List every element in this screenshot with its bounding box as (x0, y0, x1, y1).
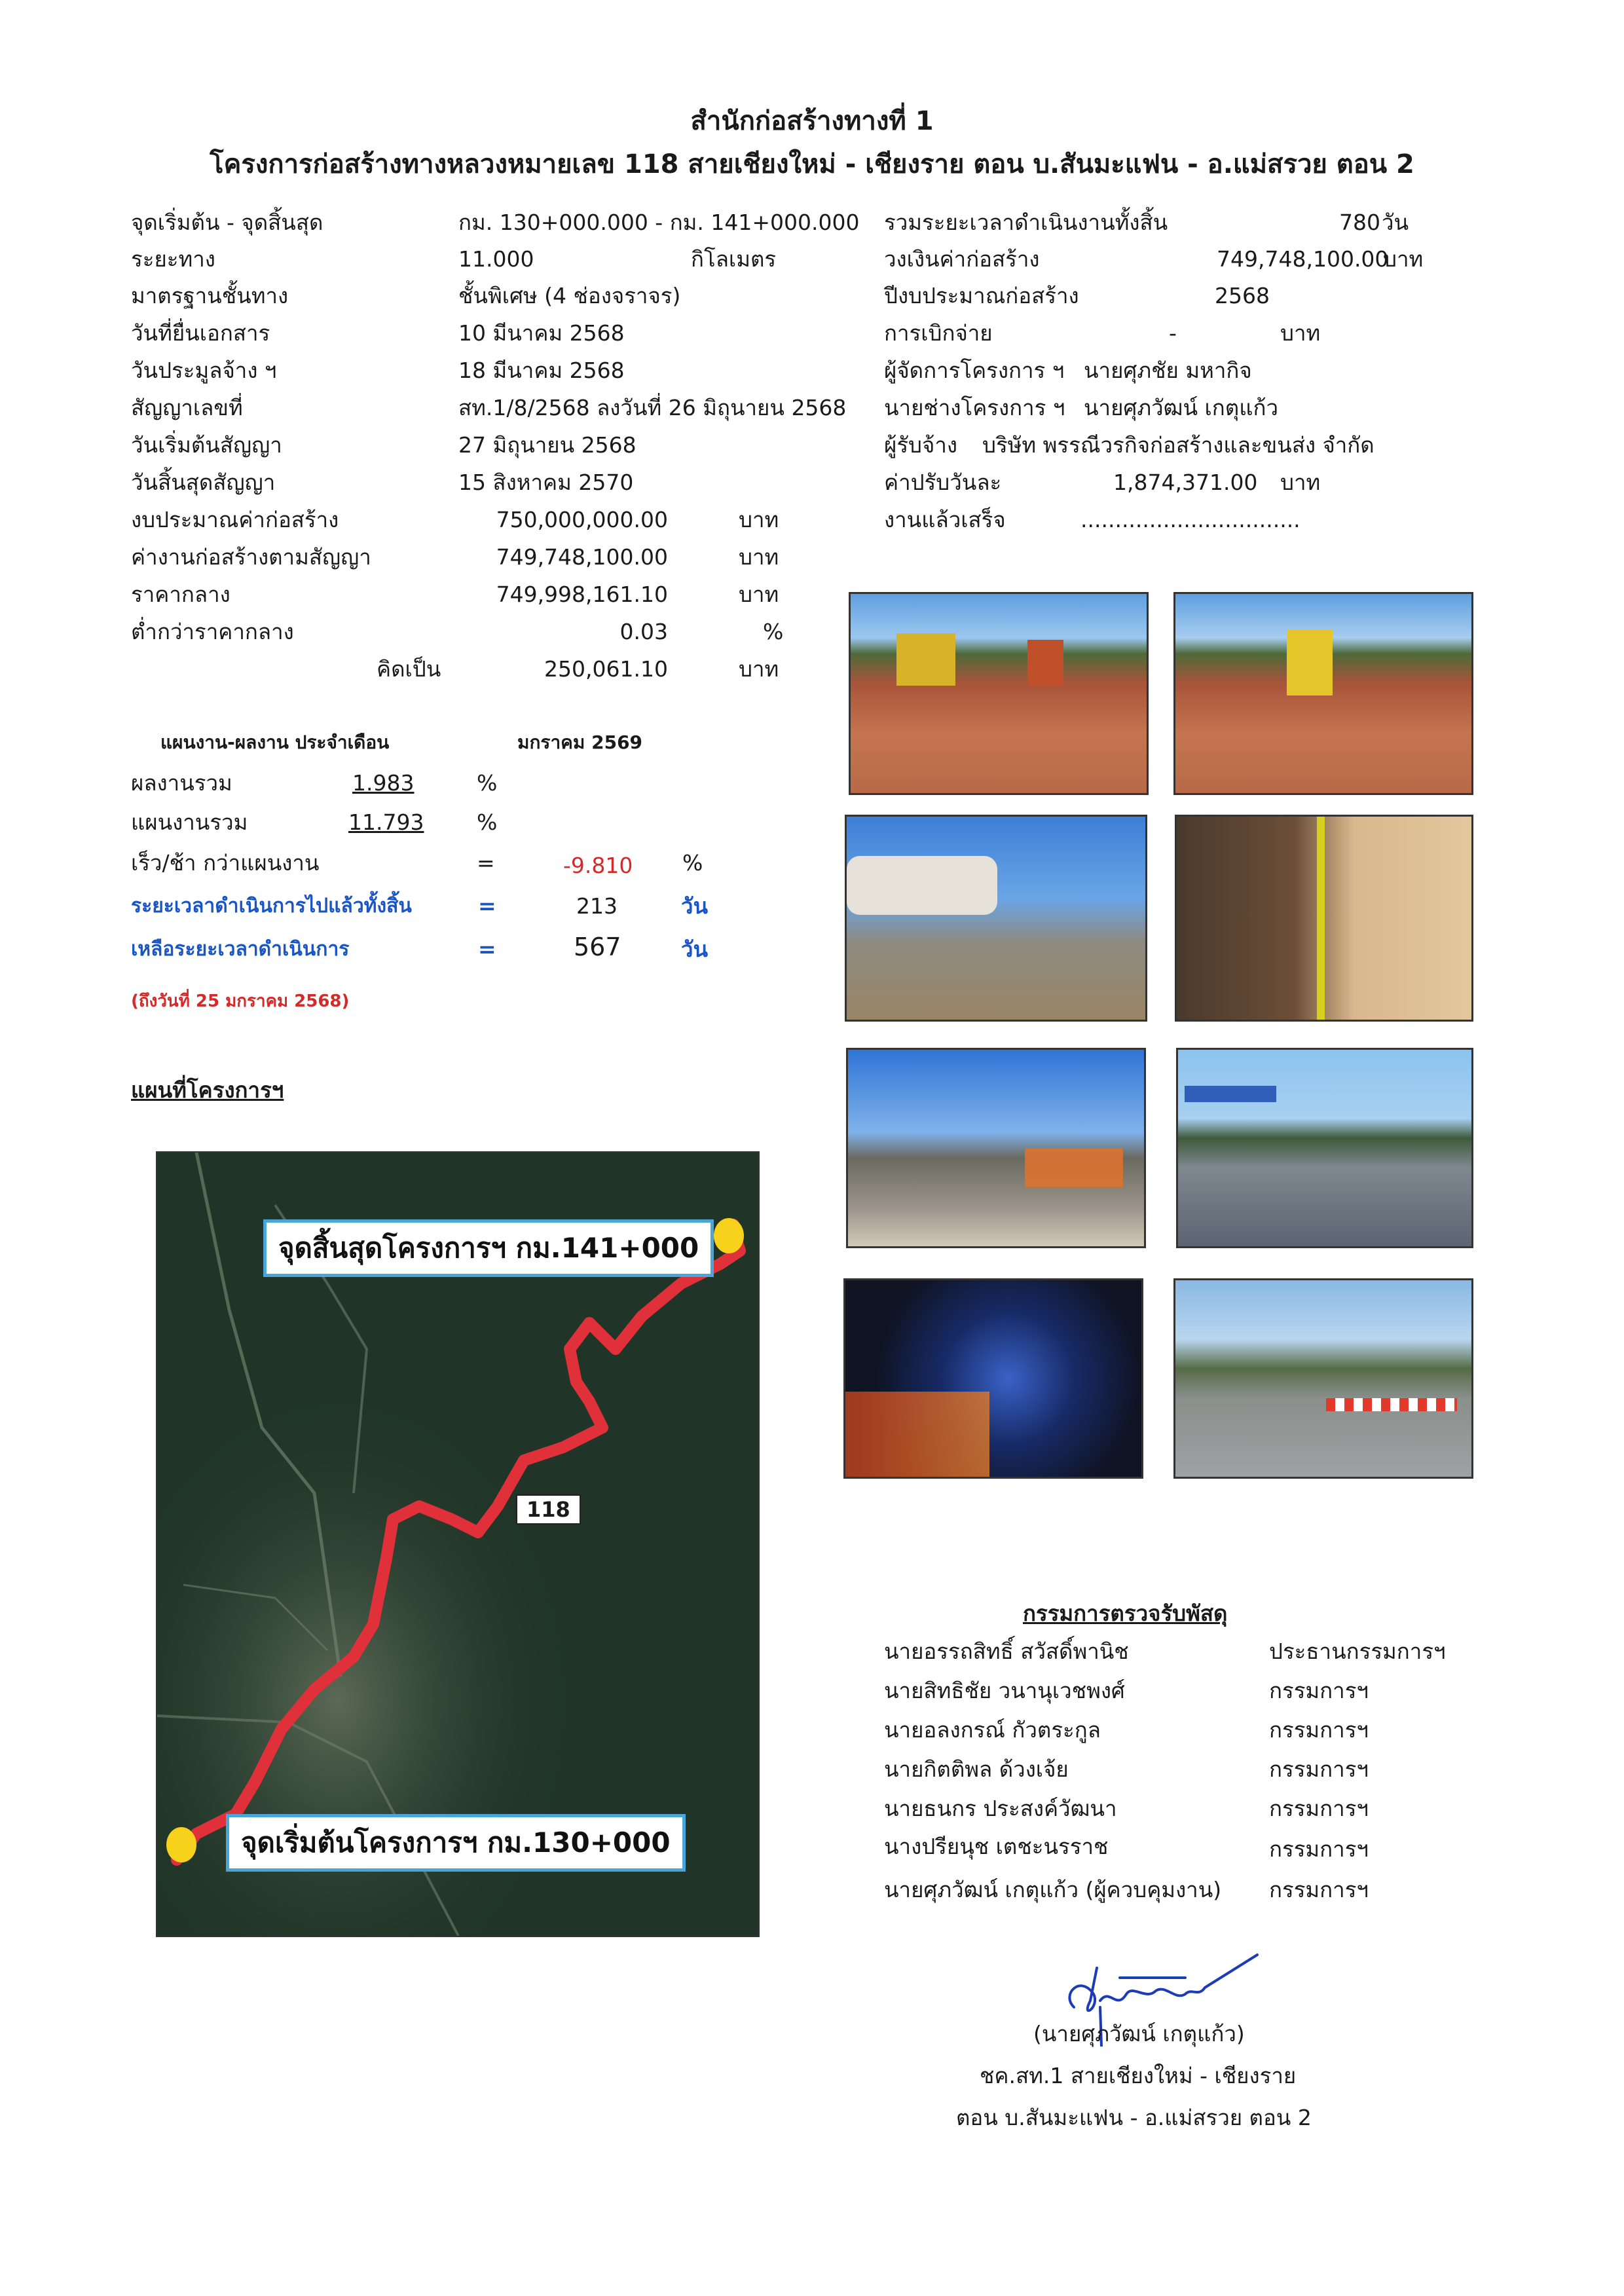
info-label: งานแล้วเสร็จ (884, 507, 1006, 532)
info-value: 27 มิถุนายน 2568 (458, 432, 637, 458)
finance-value: 749,998,161.10 (496, 582, 668, 607)
diff-value: -9.810 (563, 853, 633, 878)
member-role: ประธานกรรมการฯ (1269, 1639, 1446, 1664)
elapsed-value: 213 (576, 893, 618, 919)
signer-section: ตอน บ.สันมะแฟน - อ.แม่สรวย ตอน 2 (956, 2105, 1312, 2130)
grader-shape (896, 633, 955, 686)
info-label: รวมระยะเวลาดำเนินงานทั้งสิ้น (884, 210, 1168, 235)
info-value: 10 มีนาคม 2568 (458, 320, 625, 346)
diff-label: เร็ว/ช้า กว่าแผนงาน (131, 850, 320, 876)
info-label: วันที่ยื่นเอกสาร (131, 320, 270, 346)
finance-label: ราคากลาง (131, 582, 231, 607)
diff-eq: = (477, 850, 495, 876)
info-label: วันเริ่มต้นสัญญา (131, 432, 282, 458)
member-role: กรรมการฯ (1269, 1678, 1369, 1703)
start-point-marker (166, 1827, 196, 1862)
info-value: กม. 130+000.000 - กม. 141+000.000 (458, 210, 860, 235)
committee-heading: กรรมการตรวจรับพัสดุ (1023, 1601, 1228, 1626)
info-value: - (1169, 320, 1177, 346)
signer-name: (นายศุภวัฒน์ เกตุแก้ว) (1033, 2021, 1245, 2046)
start-point-label: จุดเริ่มต้นโครงการฯ กม.130+000 (226, 1814, 686, 1872)
info-value: นายศุภชัย มหากิจ (1084, 358, 1252, 383)
elapsed-label: ระยะเวลาดำเนินการไปแล้วทั้งสิ้น (131, 895, 412, 917)
elapsed-eq: = (478, 893, 496, 919)
plan-value: 11.793 (348, 809, 424, 835)
finance-label: งบประมาณค่าก่อสร้าง (131, 507, 339, 532)
info-unit: บาท (1383, 246, 1424, 272)
info-label: ค่าปรับวันละ (884, 470, 1002, 495)
member-name: นายศุภวัฒน์ เกตุแก้ว (ผู้ควบคุมงาน) (884, 1877, 1222, 1902)
plan-unit: % (477, 809, 498, 835)
info-value: 15 สิงหาคม 2570 (458, 470, 634, 495)
actual-value: 1.983 (352, 770, 415, 796)
finance-unit: บาท (739, 582, 779, 607)
info-label: จุดเริ่มต้น - จุดสิ้นสุด (131, 210, 323, 235)
project-title: โครงการก่อสร้างทางหลวงหมายเลข 118 สายเชียงใหม่ - เชียงราย ตอน บ.สันมะแฟน - อ.แม่สรวย ตอน 2 (210, 149, 1414, 179)
finance-label: คิดเป็น (377, 656, 441, 682)
info-label: นายช่างโครงการ ฯ (884, 395, 1065, 420)
info-label: วงเงินค่าก่อสร้าง (884, 246, 1040, 272)
info-unit: กิโลเมตร (691, 246, 777, 272)
finance-label: ต่ำกว่าราคากลาง (131, 619, 294, 644)
info-label: ผู้รับจ้าง (884, 432, 957, 458)
finance-value: 0.03 (619, 619, 668, 644)
office-title: สำนักก่อสร้างทางที่ 1 (690, 106, 934, 136)
finance-value: 750,000,000.00 (496, 507, 668, 532)
info-label: ระยะทาง (131, 246, 215, 272)
end-point-marker (714, 1218, 744, 1253)
remaining-eq: = (478, 936, 496, 962)
map-heading: แผนที่โครงการฯ (131, 1077, 284, 1103)
info-value: สท.1/8/2568 ลงวันที่ 26 มิถุนายน 2568 (458, 395, 847, 420)
member-role: กรรมการฯ (1269, 1836, 1369, 1862)
info-value: 780 (1339, 210, 1380, 235)
remaining-label: เหลือระยะเวลาดำเนินการ (131, 938, 350, 961)
member-name: นายธนกร ประสงค์วัฒนา (884, 1796, 1117, 1821)
plan-label: แผนงานรวม (131, 809, 248, 835)
finance-unit: บาท (739, 656, 779, 682)
member-role: กรรมการฯ (1269, 1796, 1369, 1821)
site-photo-4 (1175, 815, 1473, 1022)
site-photo-6 (1176, 1048, 1473, 1248)
info-value: 1,874,371.00 (1113, 470, 1258, 495)
member-name: นางปรียนุช เตชะนรราช (884, 1834, 1109, 1859)
member-name: นายอรรถสิทธิ์ สวัสดิ์พานิช (884, 1639, 1129, 1664)
member-name: นายกิตติพล ด้วงเจ้ย (884, 1756, 1069, 1782)
actual-unit: % (477, 770, 498, 796)
member-role: กรรมการฯ (1269, 1717, 1369, 1743)
project-map (156, 1151, 760, 1937)
info-value: 11.000 (458, 246, 534, 272)
info-label: วันประมูลจ้าง ฯ (131, 358, 277, 383)
info-value: 749,748,100.00 (1217, 246, 1389, 272)
finance-unit: % (763, 619, 784, 644)
progress-month: มกราคม 2569 (517, 731, 643, 753)
finance-value: 749,748,100.00 (496, 544, 668, 570)
actual-label: ผลงานรวม (131, 770, 232, 796)
site-photo-1 (849, 592, 1149, 795)
diff-unit: % (682, 850, 703, 876)
member-role: กรรมการฯ (1269, 1877, 1369, 1902)
info-value: ชั้นพิเศษ (4 ช่องจราจร) (458, 283, 681, 308)
finance-unit: บาท (739, 544, 779, 570)
info-label: ปีงบประมาณก่อสร้าง (884, 283, 1079, 308)
site-photo-2 (1173, 592, 1473, 795)
signer-position: ชค.สท.1 สายเชียงใหม่ - เชียงราย (980, 2063, 1297, 2088)
info-label: การเบิกจ่าย (884, 320, 993, 346)
member-name: นายสิทธิชัย วนานุเวชพงศ์ (884, 1678, 1125, 1703)
info-value: บริษัท พรรณีวรกิจก่อสร้างและขนส่ง จำกัด (982, 432, 1375, 458)
as-of-date: (ถึงวันที่ 25 มกราคม 2568) (131, 991, 350, 1011)
site-photo-5 (846, 1048, 1146, 1248)
remaining-value: 567 (574, 933, 621, 961)
finance-value: 250,061.10 (544, 656, 668, 682)
member-role: กรรมการฯ (1269, 1756, 1369, 1782)
site-photo-8 (1173, 1278, 1473, 1479)
info-label: วันสิ้นสุดสัญญา (131, 470, 276, 495)
info-value: 2568 (1215, 283, 1270, 308)
info-unit: วัน (1382, 210, 1409, 235)
info-unit: บาท (1280, 470, 1321, 495)
finance-unit: บาท (739, 507, 779, 532)
site-photo-3 (845, 815, 1147, 1022)
progress-heading: แผนงาน-ผลงาน ประจำเดือน (160, 731, 390, 753)
member-name: นายอลงกรณ์ กัวตระกูล (884, 1717, 1101, 1743)
remaining-unit: วัน (681, 936, 709, 962)
info-label: ผู้จัดการโครงการ ฯ (884, 358, 1065, 383)
route-number-shield: 118 (516, 1494, 581, 1525)
info-value: 18 มีนาคม 2568 (458, 358, 625, 383)
site-photo-7 (843, 1278, 1143, 1479)
end-point-label: จุดสิ้นสุดโครงการฯ กม.141+000 (263, 1219, 714, 1277)
elapsed-unit: วัน (681, 893, 709, 919)
info-label: มาตรฐานชั้นทาง (131, 283, 289, 308)
finance-label: ค่างานก่อสร้างตามสัญญา (131, 544, 371, 570)
info-value: นายศุภวัฒน์ เกตุแก้ว (1084, 395, 1278, 420)
info-label: สัญญาเลขที่ (131, 395, 243, 420)
info-unit: บาท (1280, 320, 1321, 346)
info-value: ................................ (1080, 507, 1301, 532)
